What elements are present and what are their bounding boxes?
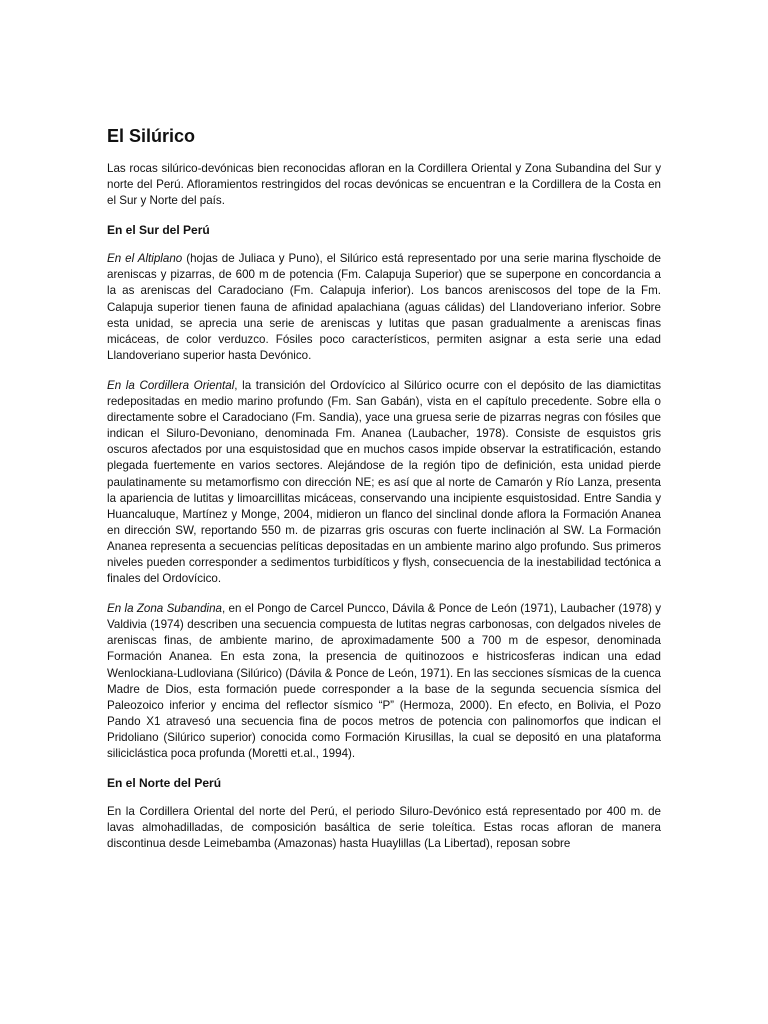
document-body [107, 126, 661, 866]
lead-cordillera-oriental: En la Cordillera Oriental [107, 378, 235, 392]
intro-paragraph: Las rocas silúrico-devónicas bien reconocidas afloran en la Cordillera Oriental y Zona Subandina del Sur y norte del Perú. Afloramientos restringidos del rocas devónicas se encuentran e la Cordillera de la Costa en el Sur y Norte del país. [107, 162, 661, 208]
text-cordillera-oriental: , la transición del Ordovícico al Silúrico ocurre con el depósito de las diamictitas redepositadas en medio marino profundo (Fm. San Gabán), vista en el capítulo precedente. Sobre ella o directamente sobre el Caradociano (Fm. Sandia), yace una gruesa serie de pizarras negras con fósiles que indican el Siluro-Devoniano, denominada Fm. Ananea (Laubacher, 1978). Consiste de esquistos gris oscuros afectados por una esquistosidad que en muchos casos impide observar la estratificación, estando plegada fuertemente en varios sectores. Alejándose de la región tipo de definición, esta unidad pierde paulatinamente su metamorfismo con dirección NE; es así que al norte de Camarón y Río Lanza, presenta la apariencia de lutitas y limoarcillitas micáceas, conservando una incipiente esquistosidad. Entre Sandia y Huancaluque, Martínez y Monge, 2004, midieron un flanco del sinclinal donde aflora la Formación Ananea en dirección SW, reportando 550 m. de pizarras gris oscuras con fuerte inclinación al SW. La Formación Ananea representa a secuencias pelíticas depositadas en un ambiente marino algo profundo. Sus primeros niveles pueden corresponder a sedimentos turbidíticos y flysh, consecuencia de la inestabilidad tectónica a finales del Ordovícico. [107, 378, 661, 586]
text-altiplano: (hojas de Juliaca y Puno), el Silúrico está representado por una serie marina flyschoide de areniscas y pizarras, de 600 m de potencia (Fm. Calapuja Superior) que se superpone en concordancia a la as areniscas del Caradociano (Fm. Calapuja inferior). Los bancos areniscosos del tope de la Fm. Calapuja superior tienen fauna de afinidad apalachiana (aguas cálidas) del Llandoveriano inferior. Sobre esta unidad, se aprecia una serie de areniscas y lutitas que pasan gradualmente a areniscas finas micáceas, de color verduzco. Fósiles poco característicos, permiten asignar a esta serie una edad Llandoveriano superior hasta Devónico. [107, 252, 661, 362]
subheading-north: En el Norte del Perú [107, 776, 222, 791]
paragraph-north: En la Cordillera Oriental del norte del Perú, el periodo Siluro-Devónico está representado por 400 m. de lavas almohadilladas, de composición basáltica de serie toleítica. Estas rocas afloran de manera discontinua desde Leimebamba (Amazonas) hasta Huaylillas (La Libertad), reposan sobre [107, 805, 661, 851]
paragraph-zona-subandina [107, 601, 661, 762]
subheading-south: En el Sur del Perú [107, 223, 210, 238]
section-title: El Silúrico [107, 126, 196, 146]
paragraph-cordillera-oriental [107, 378, 661, 587]
lead-zona-subandina: En la Zona Subandina [107, 602, 223, 616]
text-zona-subandina: , en el Pongo de Carcel Puncco, Dávila & Ponce de León (1971), Laubacher (1978) y Valdivia (1974) describen una secuencia compuesta de lutitas negras carbonosas, con delgados niveles de areniscas finas, de ambiente marino, de aproximadamente 500 a 700 m de espesor, denominada Formación Ananea. En esta zona, la presencia de quitinozoos e histricosferas indican una edad Wenlockiana-Ludloviana (Silúrico) (Dávila & Ponce de León, 1971). En las secciones sísmicas de la cuenca Madre de Dios, esta formación puede corresponder a la base de la segunda secuencia sísmica del Paleozoico inferior y encima del reflector sísmico “P” (Hermoza, 2000). En efecto, en Bolivia, el Pozo Pando X1 atravesó una secuencia fina de pocos metros de potencia con palinomorfos que indican el Pridoliano (Silúrico superior) conocida como Formación Kirusillas, la cual se depositó en una plataforma siliciclástica poca profunda (Moretti et.al., 1994). [107, 602, 661, 760]
lead-altiplano: En el Altiplano [107, 252, 183, 266]
paragraph-altiplano [107, 251, 661, 364]
